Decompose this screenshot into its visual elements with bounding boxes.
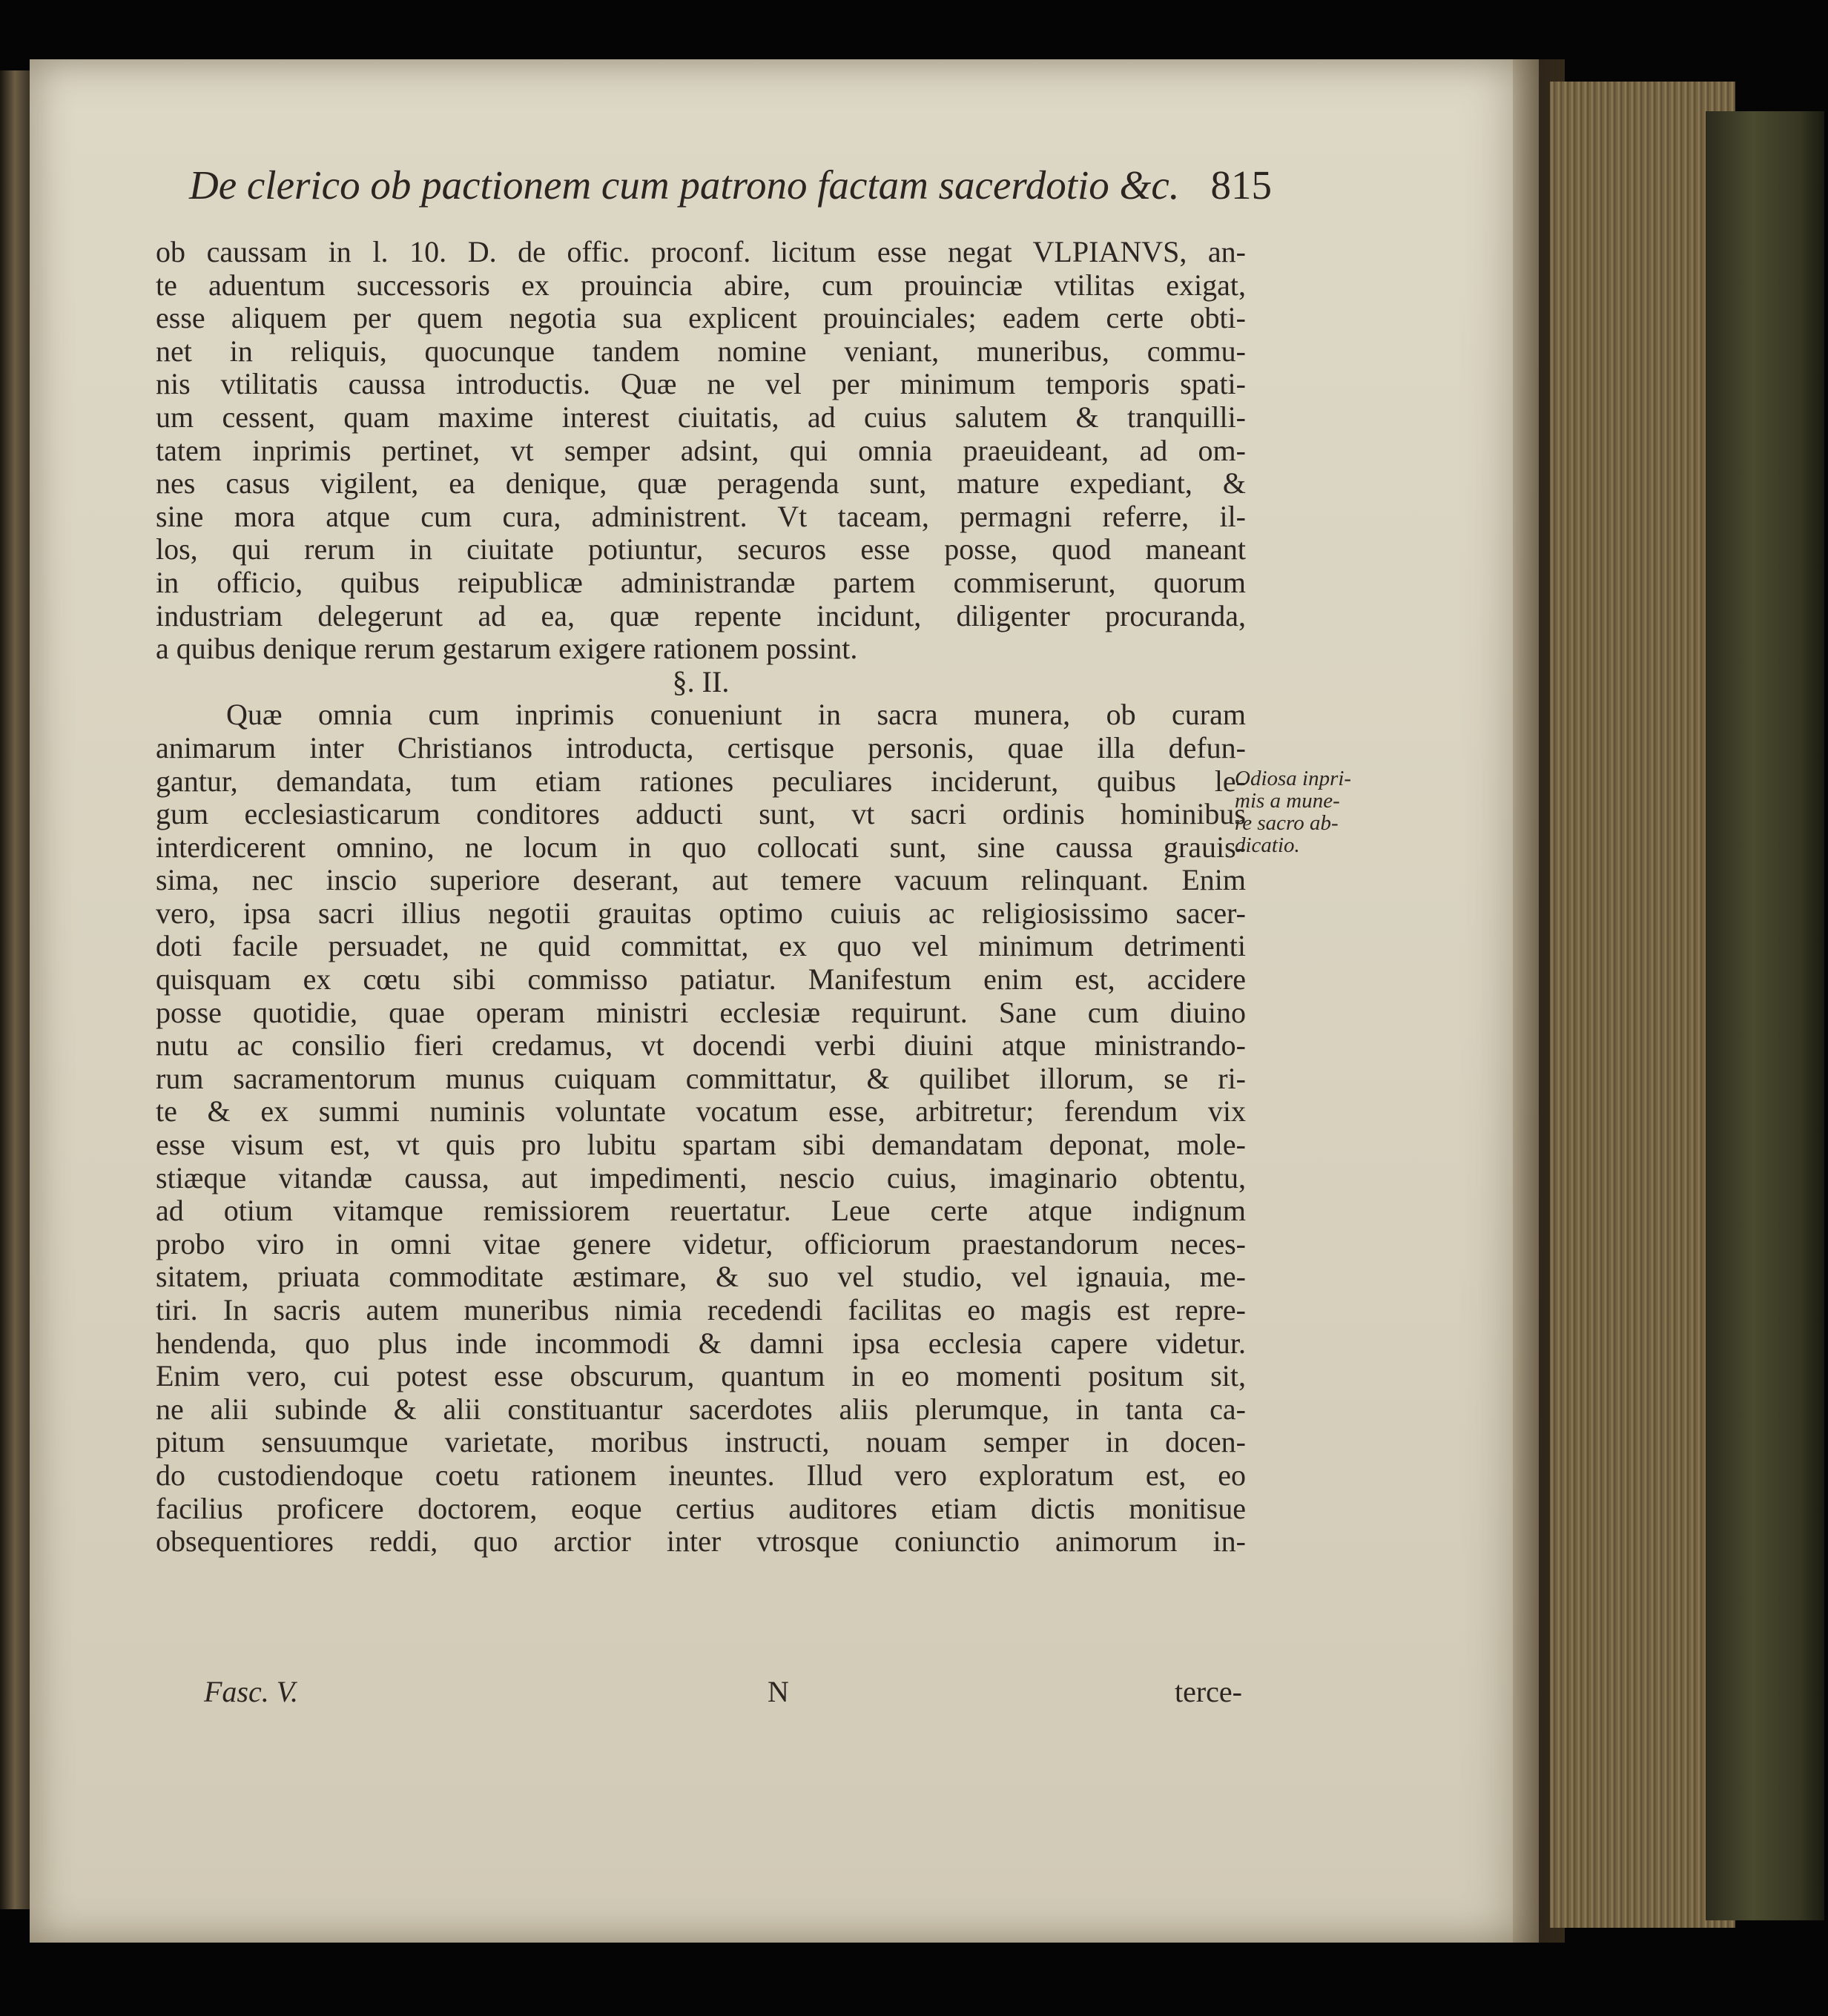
text-line: animarum inter Christianos introducta, certisque personis, quae illa defun-	[156, 730, 1246, 764]
text-line: ad otium vitamque remissiorem reuertatur. Leue certe atque indignum	[156, 1194, 1246, 1228]
catchword: terce-	[1174, 1675, 1242, 1708]
text-line: ne alii subinde & alii constituantur sacerdotes aliis plerumque, in tanta ca-	[156, 1392, 1246, 1426]
text-line: um cessent, quam maxime interest ciuitatis, ad cuius salutem & tranquilli-	[156, 400, 1246, 434]
text-line: interdicerent omnino, ne locum in quo collocati sunt, sine caussa grauis-	[156, 830, 1246, 864]
text-line: nis vtilitatis caussa introductis. Quæ ne vel per minimum temporis spati-	[156, 367, 1246, 401]
book-spine	[1706, 111, 1824, 1920]
text-line: los, qui rerum in ciuitate potiuntur, securos esse posse, quod maneant	[156, 532, 1246, 566]
text-line: gantur, demandata, tum etiam rationes peculiares inciderunt, quibus le-	[156, 764, 1246, 798]
paragraph-2	[156, 698, 1246, 1558]
text-line: posse quotidie, quae operam ministri ecclesiæ requirunt. Sane cum diuino	[156, 995, 1246, 1029]
text-line: sitatem, priuata commoditate æstimare, & suo vel studio, vel ignauia, me-	[156, 1260, 1246, 1294]
running-title: De clerico ob pactionem cum patrono factam sacerdotio &c.	[189, 162, 1180, 208]
text-line: Enim vero, cui potest esse obscurum, quantum in eo momenti positum sit,	[156, 1359, 1246, 1393]
signature-letter: N	[768, 1675, 789, 1708]
fascicle-signature: Fasc. V.	[204, 1675, 299, 1708]
previous-page-edge	[0, 70, 30, 1909]
text-line: ob caussam in l. 10. D. de offic. proconf. licitum esse negat VLPIANVS, an-	[156, 235, 1246, 268]
text-line: do custodiendoque coetu rationem ineuntes. Illud vero exploratum est, eo	[156, 1458, 1246, 1492]
text-line: a quibus denique rerum gestarum exigere rationem possint.	[156, 632, 858, 666]
text-line: Quæ omnia cum inprimis conueniunt in sacra munera, ob curam	[226, 698, 1246, 732]
text-line: esse visum est, vt quis pro lubitu spartam sibi demandatam deponat, mole-	[156, 1128, 1246, 1162]
text-line: sima, nec inscio superiore deserant, aut temere vacuum relinquant. Enim	[156, 863, 1246, 897]
text-line: nutu ac consilio fieri credamus, vt docendi verbi diuini atque ministrando-	[156, 1028, 1246, 1062]
text-line: stiæque vitandæ caussa, aut impedimenti, nescio cuius, imaginario obtentu,	[156, 1160, 1246, 1194]
page-number: 815	[1210, 162, 1272, 208]
text-line: sine mora atque cum cura, administrent. Vt taceam, permagni referre, il-	[156, 499, 1246, 533]
text-line: rum sacramentorum munus cuiquam committatur, & quilibet illorum, se ri-	[156, 1061, 1246, 1095]
text-line: hendenda, quo plus inde incommodi & damni ipsa ecclesia capere videtur.	[156, 1326, 1246, 1360]
page-footer	[204, 1674, 1242, 1711]
running-header	[189, 162, 1272, 228]
text-line: obsequentiores reddi, quo arctior inter vtrosque coniunctio animorum in-	[156, 1524, 1246, 1559]
text-line: vero, ipsa sacri illius negotii grauitas optimo cuiuis ac religiosissimo sacer-	[156, 896, 1246, 930]
text-line: industriam delegerunt ad ea, quæ repente incidunt, diligenter procuranda,	[156, 598, 1246, 632]
text-line: net in reliquis, quocunque tandem nomine veniant, muneribus, commu-	[156, 334, 1246, 368]
text-line: probo viro in omni vitae genere videtur, officiorum praestandorum neces-	[156, 1226, 1246, 1260]
text-line: in officio, quibus reipublicæ administrandæ partem commiserunt, quorum	[156, 565, 1246, 599]
text-line: nes casus vigilent, ea denique, quæ peragenda sunt, mature expediant, &	[156, 466, 1246, 500]
text-line: pitum sensuumque varietate, moribus instructi, nouam semper in docen-	[156, 1425, 1246, 1459]
text-line: gum ecclesiasticarum conditores adducti sunt, vt sacri ordinis hominibus	[156, 797, 1246, 831]
text-line: doti facile persuadet, ne quid committat, ex quo vel minimum detrimenti	[156, 929, 1246, 963]
text-line: te & ex summi numinis voluntate vocatum esse, arbitretur; ferendum vix	[156, 1094, 1246, 1128]
body-text	[156, 236, 1246, 1559]
section-heading: §. II.	[672, 664, 730, 698]
text-line: tiri. In sacris autem muneribus nimia recedendi facilitas eo magis est repre-	[156, 1293, 1246, 1326]
text-line: te aduentum successoris ex prouincia abire, cum prouinciæ vtilitas exigat,	[156, 268, 1246, 302]
text-line: tatem inprimis pertinet, vt semper adsint, qui omnia praeuideant, ad om-	[156, 433, 1246, 467]
text-line: esse aliquem per quem negotia sua explicent prouinciales; eadem certe obti-	[156, 301, 1246, 335]
text-line: facilius proficere doctorem, eoque certius auditores etiam dictis monitisue	[156, 1491, 1246, 1525]
marginal-note: Odiosa inpri- mis a mune- re sacro ab- dicatio.	[1235, 767, 1352, 857]
text-line: quisquam ex cœtu sibi commisso patiatur. Manifestum enim est, accidere	[156, 962, 1246, 997]
paragraph-1	[156, 236, 1246, 666]
